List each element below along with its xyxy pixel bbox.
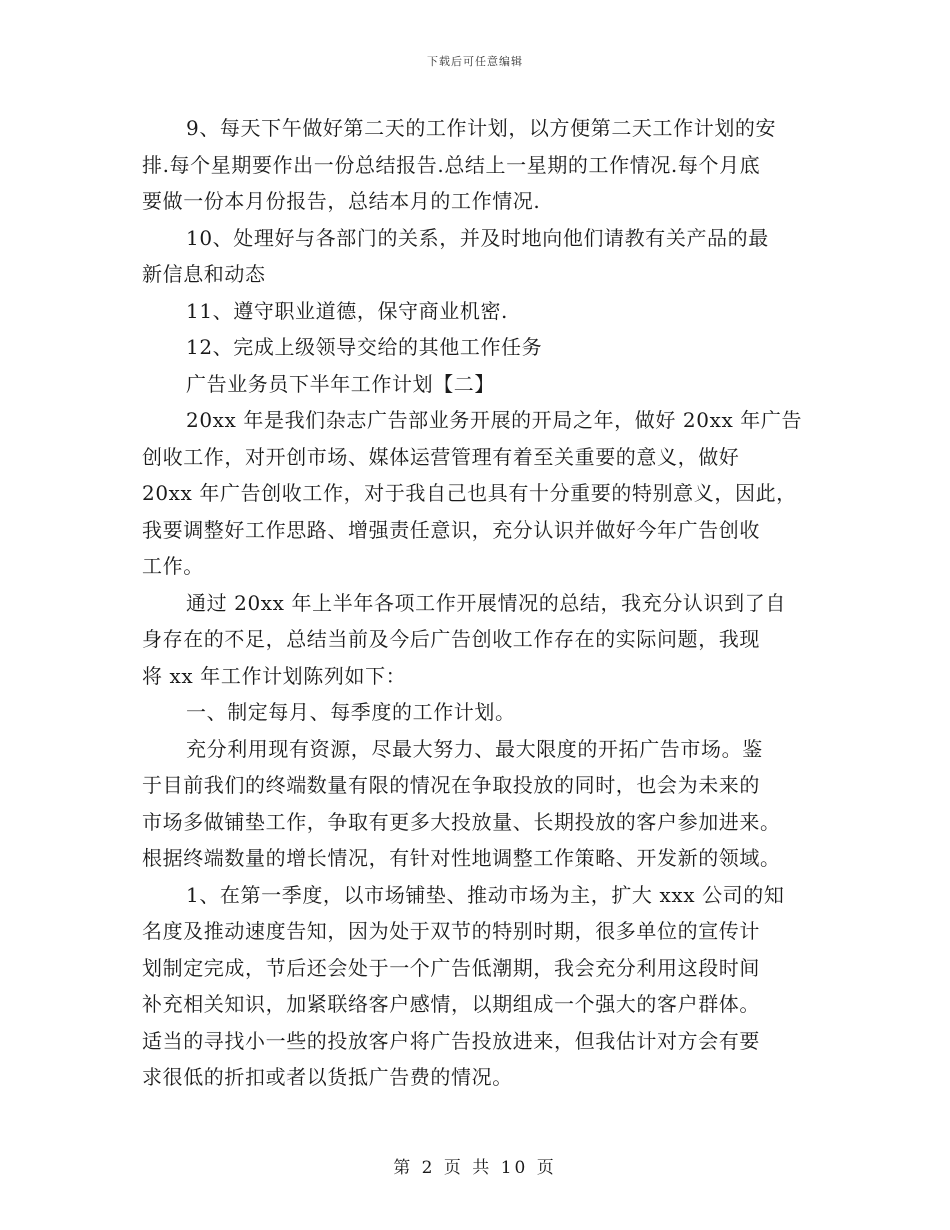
text-line: 11、遵守职业道德，保守商业机密. <box>186 298 509 323</box>
text-line: 一、制定每月、每季度的工作计划。 <box>186 700 516 724</box>
text-line: 补充相关知识，加紧联络客户感情，以期组成一个强大的客户群体。 <box>142 992 760 1016</box>
text-line: 于目前我们的终端数量有限的情况在争取投放的同时，也会为未来的 <box>142 773 760 797</box>
text-line: 9、每天下午做好第二天的工作计划，以方便第二天工作计划的安 <box>186 116 777 140</box>
text-line: 我要调整好工作思路、增强责任意识，充分认识并做好今年广告创收 <box>142 517 760 542</box>
document-body <box>142 110 810 1096</box>
text-line: 将 xx 年工作计划陈列如下： <box>142 663 407 688</box>
text-line: 排.每个星期要作出一份总结报告.总结上一星期的工作情况.每个月底 <box>142 152 761 177</box>
text-line: 10、处理好与各部门的关系，并及时地向他们请教有关产品的最 <box>186 225 769 250</box>
text-line: 根据终端数量的增长情况，有针对性地调整工作策略、开发新的领域。 <box>142 846 781 870</box>
text-line: 适当的寻找小一些的投放客户将广告投放进来，但我估计对方会有要 <box>142 1028 760 1053</box>
text-line: 划制定完成，节后还会处于一个广告低潮期，我会充分利用这段时间 <box>142 955 760 980</box>
text-line: 12、完成上级领导交给的其他工作任务 <box>186 335 543 359</box>
page-footer: 第 2 页 共 10 页 <box>393 1158 557 1178</box>
text-line: 20xx 年广告创收工作，对于我自己也具有十分重要的特别意义，因此， <box>142 481 797 505</box>
page-header: 下载后可任意编辑 <box>427 55 523 68</box>
text-line: 广告业务员下半年工作计划【二】 <box>186 371 495 396</box>
text-line: 充分利用现有资源，尽最大努力、最大限度的开拓广告市场。鉴 <box>186 736 763 761</box>
text-line: 1、在第一季度，以市场铺垫、推动市场为主，扩大 xxx 公司的知 <box>186 882 785 907</box>
text-line: 创收工作，对开创市场、媒体运营管理有着至关重要的意义，做好 <box>142 444 740 469</box>
text-line: 20xx 年是我们杂志广告部业务开展的开局之年，做好 20xx 年广告 <box>186 408 803 432</box>
text-line: 求很低的折扣或者以货抵广告费的情况。 <box>142 1065 513 1089</box>
text-line: 身存在的不足，总结当前及今后广告创收工作存在的实际问题，我现 <box>142 627 760 651</box>
text-line: 名度及推动速度告知，因为处于双节的特别时期，很多单位的宣传计 <box>142 919 760 943</box>
text-line: 工作。 <box>142 554 204 578</box>
text-line: 通过 20xx 年上半年各项工作开展情况的总结，我充分认识到了自 <box>186 590 786 615</box>
text-line: 新信息和动态 <box>142 262 266 286</box>
text-line: 市场多做铺垫工作，争取有更多大投放量、长期投放的客户参加进来。 <box>142 809 781 834</box>
text-line: 要做一份本月份报告，总结本月的工作情况. <box>142 189 541 213</box>
